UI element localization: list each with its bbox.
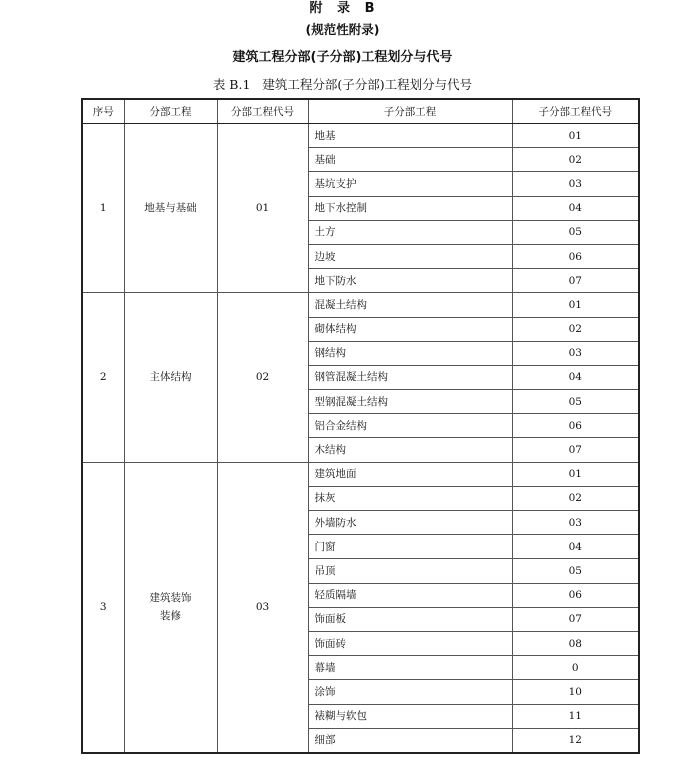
subdivision-code: 06 <box>512 583 639 607</box>
subdivision-code: 04 <box>512 535 639 559</box>
subdivision-name: 边坡 <box>308 244 512 268</box>
table-row <box>82 124 639 148</box>
division-seq: 1 <box>82 124 124 293</box>
table-body <box>82 124 639 753</box>
subdivision-name: 吊顶 <box>308 559 512 583</box>
subdivision-code: 12 <box>512 728 639 753</box>
subdivision-code: 08 <box>512 631 639 655</box>
subdivision-code: 02 <box>512 486 639 510</box>
division-name-line: 装修 <box>160 610 181 623</box>
header-subdivision: 子分部工程 <box>308 99 512 124</box>
subdivision-name: 饰面板 <box>308 607 512 631</box>
division-seq: 2 <box>82 293 124 462</box>
division-name <box>124 462 217 753</box>
subdivision-code: 03 <box>512 341 639 365</box>
header-division-code: 分部工程代号 <box>217 99 308 124</box>
division-name-text <box>150 368 192 386</box>
subdivision-name: 木结构 <box>308 438 512 462</box>
subdivision-name: 地基 <box>308 124 512 148</box>
subdivision-code: 07 <box>512 269 639 293</box>
division-name <box>124 124 217 293</box>
subdivision-name: 钢结构 <box>308 341 512 365</box>
table-row <box>82 293 639 317</box>
subdivision-name: 幕墙 <box>308 656 512 680</box>
division-table <box>81 98 640 754</box>
subdivision-name: 钢管混凝土结构 <box>308 365 512 389</box>
table-row <box>82 462 639 486</box>
subdivision-code: 11 <box>512 704 639 728</box>
table-number: 表 B.1 <box>212 77 251 92</box>
division-name-line: 建筑装饰 <box>149 592 192 605</box>
subdivision-code: 04 <box>512 196 639 220</box>
subdivision-name: 砌体结构 <box>308 317 512 341</box>
division-name-line: 主体结构 <box>149 371 192 384</box>
subdivision-name: 基坑支护 <box>308 172 512 196</box>
normative-note: (规范性附录) <box>305 22 380 37</box>
subdivision-name: 基础 <box>308 148 512 172</box>
subdivision-name: 抹灰 <box>308 486 512 510</box>
division-seq: 3 <box>82 462 124 753</box>
subdivision-name: 铝合金结构 <box>308 414 512 438</box>
header-division: 分部工程 <box>124 99 217 124</box>
subdivision-code: 0 <box>512 656 639 680</box>
table-caption <box>0 75 685 93</box>
subdivision-name: 地下水控制 <box>308 196 512 220</box>
subdivision-code: 05 <box>512 559 639 583</box>
subdivision-name: 饰面砖 <box>308 631 512 655</box>
subdivision-code: 01 <box>512 462 639 486</box>
subdivision-name: 建筑地面 <box>308 462 512 486</box>
subdivision-code: 07 <box>512 607 639 631</box>
header-seq: 序号 <box>82 99 124 124</box>
subdivision-code: 07 <box>512 438 639 462</box>
subdivision-name: 外墙防水 <box>308 511 512 535</box>
subdivision-name: 土方 <box>308 220 512 244</box>
subdivision-name: 轻质隔墙 <box>308 583 512 607</box>
subdivision-name: 地下防水 <box>308 269 512 293</box>
appendix-title: 建筑工程分部(子分部)工程划分与代号 <box>232 50 453 65</box>
appendix-heading: 附 录 B <box>309 1 376 16</box>
division-name-text <box>144 199 197 217</box>
subdivision-name: 裱糊与软包 <box>308 704 512 728</box>
division-name-line: 地基与基础 <box>144 202 197 215</box>
division-code: 01 <box>217 124 308 293</box>
table-header-row <box>82 99 639 124</box>
subdivision-code: 10 <box>512 680 639 704</box>
table-title: 建筑工程分部(子分部)工程划分与代号 <box>262 77 473 92</box>
subdivision-name: 涂饰 <box>308 680 512 704</box>
subdivision-code: 06 <box>512 414 639 438</box>
subdivision-code: 01 <box>512 293 639 317</box>
subdivision-code: 04 <box>512 365 639 389</box>
division-code: 03 <box>217 462 308 753</box>
subdivision-code: 01 <box>512 124 639 148</box>
subdivision-code: 05 <box>512 220 639 244</box>
subdivision-code: 06 <box>512 244 639 268</box>
division-code: 02 <box>217 293 308 462</box>
subdivision-name: 型钢混凝土结构 <box>308 390 512 414</box>
subdivision-name: 细部 <box>308 728 512 753</box>
subdivision-name: 混凝土结构 <box>308 293 512 317</box>
header-subdivision-code: 子分部工程代号 <box>512 99 639 124</box>
division-name <box>124 293 217 462</box>
subdivision-code: 02 <box>512 148 639 172</box>
subdivision-code: 03 <box>512 172 639 196</box>
subdivision-code: 02 <box>512 317 639 341</box>
subdivision-code: 03 <box>512 511 639 535</box>
subdivision-code: 05 <box>512 390 639 414</box>
division-name-text <box>150 589 192 625</box>
subdivision-name: 门窗 <box>308 535 512 559</box>
